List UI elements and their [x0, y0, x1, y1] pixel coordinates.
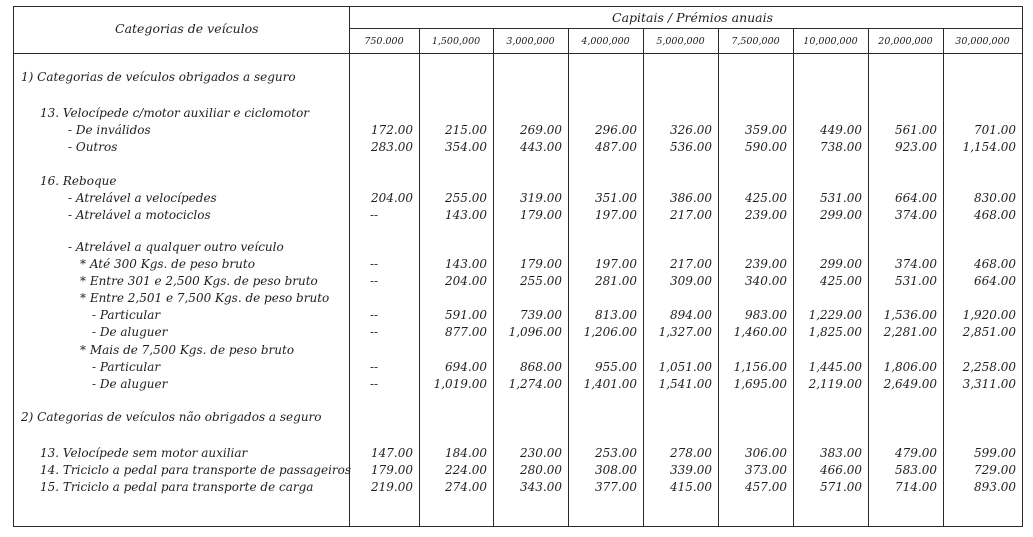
row-label: - De inválidos [68, 123, 151, 137]
premium-cell: 701.00 [974, 123, 1016, 137]
premium-cell: 283.00 [371, 140, 413, 154]
premium-cell: 377.00 [595, 480, 637, 494]
premium-cell: 269.00 [520, 123, 562, 137]
capital-column-divider [493, 28, 494, 527]
premium-cell: 2,851.00 [962, 325, 1016, 339]
premium-cell: 830.00 [974, 191, 1016, 205]
premium-cell: 894.00 [670, 308, 712, 322]
row-label: - Outros [68, 140, 118, 154]
premium-cell: 351.00 [595, 191, 637, 205]
premium-cell: 536.00 [670, 140, 712, 154]
premium-cell: 239.00 [745, 257, 787, 271]
premium-cell: 2,649.00 [883, 377, 937, 391]
category-column-header: Categorias de veículos [115, 21, 259, 36]
premium-cell: 1,051.00 [658, 360, 712, 374]
capitals-title: Capitais / Prémios anuais [612, 10, 774, 25]
premium-cell: 571.00 [820, 480, 862, 494]
premium-cell: 583.00 [895, 463, 937, 477]
premium-cell: 1,825.00 [808, 325, 862, 339]
capital-column-header: 7,500,000 [731, 36, 780, 47]
premium-cell: 1,206.00 [583, 325, 637, 339]
premium-cell: 466.00 [820, 463, 862, 477]
premium-cell: 386.00 [670, 191, 712, 205]
premium-cell: 319.00 [520, 191, 562, 205]
capital-column-divider [868, 28, 869, 527]
premium-cell: 253.00 [595, 446, 637, 460]
capital-column-divider [718, 28, 719, 527]
capital-column-divider [419, 28, 420, 527]
premium-cell: 1,327.00 [658, 325, 712, 339]
premium-cell: 354.00 [445, 140, 487, 154]
premium-cell: 590.00 [745, 140, 787, 154]
premium-cell-empty: -- [369, 308, 379, 322]
premium-cell: 1,096.00 [508, 325, 562, 339]
premium-cell: 308.00 [595, 463, 637, 477]
row-label: 13. Velocípede sem motor auxiliar [40, 446, 248, 460]
premium-cell: 309.00 [670, 274, 712, 288]
premium-cell: 2,281.00 [883, 325, 937, 339]
capital-column-header: 30,000,000 [955, 36, 1010, 47]
capitals-title-underline [349, 28, 1023, 29]
premium-cell: 599.00 [974, 446, 1016, 460]
premium-cell: 224.00 [445, 463, 487, 477]
capital-column-header: 4,000,000 [581, 36, 630, 47]
premium-cell: 955.00 [595, 360, 637, 374]
capital-column-header: 10,000,000 [803, 36, 858, 47]
premium-cell: 449.00 [820, 123, 862, 137]
premium-cell: 339.00 [670, 463, 712, 477]
premium-cell: 893.00 [974, 480, 1016, 494]
premium-cell: 217.00 [670, 208, 712, 222]
premium-cell: 738.00 [820, 140, 862, 154]
premium-cell: 3,311.00 [962, 377, 1016, 391]
premium-cell: 374.00 [895, 208, 937, 222]
premium-cell: 374.00 [895, 257, 937, 271]
premium-cell: 278.00 [670, 446, 712, 460]
premium-cell: 204.00 [445, 274, 487, 288]
row-label: - Atrelável a velocípedes [68, 191, 217, 205]
premium-cell: 172.00 [371, 123, 413, 137]
premium-cell: 215.00 [445, 123, 487, 137]
premium-cell: 443.00 [520, 140, 562, 154]
premium-cell: 923.00 [895, 140, 937, 154]
premium-cell: 531.00 [820, 191, 862, 205]
row-label: * Entre 2,501 e 7,500 Kgs. de peso bruto [80, 291, 330, 305]
premium-cell: 1,920.00 [962, 308, 1016, 322]
premium-cell: 468.00 [974, 257, 1016, 271]
premium-cell: 255.00 [445, 191, 487, 205]
premium-cell-empty: -- [369, 360, 379, 374]
premium-cell: 184.00 [445, 446, 487, 460]
row-label: 14. Triciclo a pedal para transporte de passageiros [40, 463, 352, 477]
premium-cell: 239.00 [745, 208, 787, 222]
row-label: 13. Velocípede c/motor auxiliar e ciclomotor [40, 106, 310, 120]
premium-cell: 1,536.00 [883, 308, 937, 322]
premium-cell: 255.00 [520, 274, 562, 288]
row-label: - Atrelável a qualquer outro veículo [68, 240, 284, 254]
premium-cell: 1,274.00 [508, 377, 562, 391]
row-label: - De aluguer [92, 325, 168, 339]
row-label: - Particular [92, 308, 161, 322]
table-bottom-border [13, 526, 1023, 527]
premium-cell: 1,695.00 [733, 377, 787, 391]
premium-cell: 340.00 [745, 274, 787, 288]
premium-cell: 219.00 [371, 480, 413, 494]
row-label: 2) Categorias de veículos não obrigados a seguro [21, 410, 322, 424]
capital-column-header: 3,000,000 [506, 36, 555, 47]
capital-column-header: 750.000 [364, 36, 404, 47]
capital-column-divider [793, 28, 794, 527]
premium-cell: 479.00 [895, 446, 937, 460]
premium-cell: 306.00 [745, 446, 787, 460]
premium-cell: 204.00 [371, 191, 413, 205]
premium-cell-empty: -- [369, 325, 379, 339]
premium-cell: 373.00 [745, 463, 787, 477]
premium-cell: 1,156.00 [733, 360, 787, 374]
premium-cell: 197.00 [595, 208, 637, 222]
premium-cell: 1,019.00 [433, 377, 487, 391]
premium-cell: 983.00 [745, 308, 787, 322]
table-top-border [13, 6, 1023, 7]
premium-cell: 1,154.00 [962, 140, 1016, 154]
premium-cell: 179.00 [520, 257, 562, 271]
premium-cell: 868.00 [520, 360, 562, 374]
row-label: - Particular [92, 360, 161, 374]
premium-cell: 2,119.00 [808, 377, 862, 391]
premium-cell: 1,806.00 [883, 360, 937, 374]
premium-cell: 468.00 [974, 208, 1016, 222]
row-label: * Entre 301 e 2,500 Kgs. de peso bruto [80, 274, 318, 288]
premium-cell: 561.00 [895, 123, 937, 137]
premium-cell: 664.00 [895, 191, 937, 205]
category-column-divider [349, 6, 350, 527]
premium-cell: 326.00 [670, 123, 712, 137]
row-label: * Até 300 Kgs. de peso bruto [80, 257, 255, 271]
premium-cell-empty: -- [369, 377, 379, 391]
premium-cell: 359.00 [745, 123, 787, 137]
capital-column-divider [643, 28, 644, 527]
premium-cell: 179.00 [371, 463, 413, 477]
premium-cell: 280.00 [520, 463, 562, 477]
premium-cell: 531.00 [895, 274, 937, 288]
premium-cell: 591.00 [445, 308, 487, 322]
premium-cell: 877.00 [445, 325, 487, 339]
capital-column-header: 20,000,000 [878, 36, 933, 47]
premium-cell: 415.00 [670, 480, 712, 494]
table-right-border [1022, 6, 1023, 527]
row-label: 16. Reboque [40, 174, 117, 188]
row-label: - De aluguer [92, 377, 168, 391]
premium-cell: 739.00 [520, 308, 562, 322]
table-left-border [13, 6, 14, 527]
premium-cell: 1,445.00 [808, 360, 862, 374]
premium-cell: 143.00 [445, 208, 487, 222]
premium-cell: 1,229.00 [808, 308, 862, 322]
premium-cell: 281.00 [595, 274, 637, 288]
premium-cell: 217.00 [670, 257, 712, 271]
premium-cell: 813.00 [595, 308, 637, 322]
premium-cell: 299.00 [820, 257, 862, 271]
capital-column-divider [943, 28, 944, 527]
premium-cell: 729.00 [974, 463, 1016, 477]
premium-cell: 343.00 [520, 480, 562, 494]
row-label: * Mais de 7,500 Kgs. de peso bruto [80, 343, 295, 357]
premium-cell: 487.00 [595, 140, 637, 154]
capital-column-header: 5,000,000 [656, 36, 705, 47]
premium-cell: 299.00 [820, 208, 862, 222]
premium-cell: 147.00 [371, 446, 413, 460]
premium-cell: 274.00 [445, 480, 487, 494]
header-bottom-border [13, 53, 1023, 54]
premium-cell: 714.00 [895, 480, 937, 494]
premium-cell: 694.00 [445, 360, 487, 374]
premium-cell: 425.00 [745, 191, 787, 205]
premium-cell: 197.00 [595, 257, 637, 271]
premium-cell: 296.00 [595, 123, 637, 137]
premium-cell: 383.00 [820, 446, 862, 460]
row-label: 1) Categorias de veículos obrigados a seguro [21, 70, 296, 84]
premium-cell: 457.00 [745, 480, 787, 494]
row-label: - Atrelável a motociclos [68, 208, 211, 222]
premium-cell-empty: -- [369, 208, 379, 222]
premium-cell-empty: -- [369, 257, 379, 271]
row-label: 15. Triciclo a pedal para transporte de carga [40, 480, 314, 494]
premium-cell: 1,460.00 [733, 325, 787, 339]
premium-cell: 230.00 [520, 446, 562, 460]
premium-cell: 1,401.00 [583, 377, 637, 391]
capital-column-header: 1,500,000 [431, 36, 481, 47]
capital-column-divider [568, 28, 569, 527]
premium-cell: 2,258.00 [962, 360, 1016, 374]
premium-cell: 425.00 [820, 274, 862, 288]
premium-cell: 664.00 [974, 274, 1016, 288]
premium-cell: 143.00 [445, 257, 487, 271]
premium-cell: 179.00 [520, 208, 562, 222]
premium-cell-empty: -- [369, 274, 379, 288]
premium-cell: 1,541.00 [658, 377, 712, 391]
